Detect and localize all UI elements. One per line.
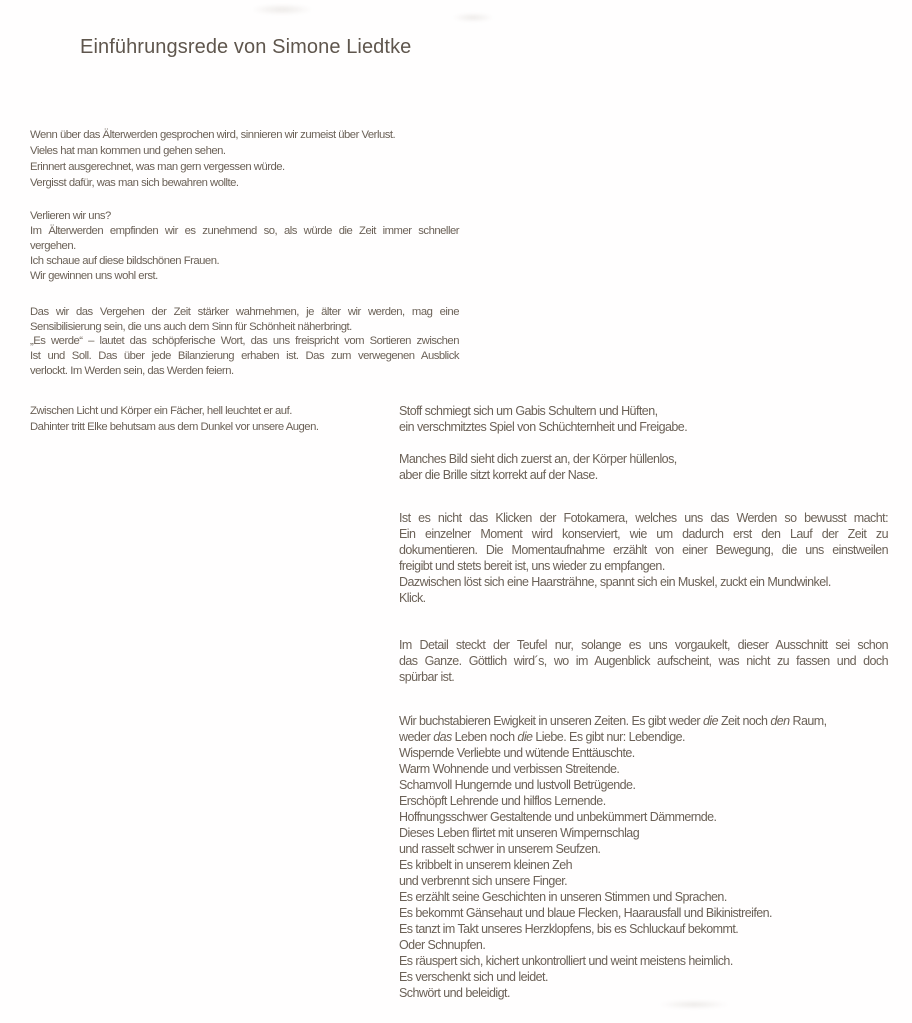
page-title: Einführungsrede von Simone Liedtke [80, 36, 412, 58]
paragraph-block-left-4 [30, 403, 459, 435]
text-line: Dahinter tritt Elke behutsam aus dem Dunkel vor unsere Augen. [30, 421, 319, 433]
text-line: Warm Wohnende und verbissen Streitende. [399, 762, 620, 776]
text-line: Stoff schmiegt sich um Gabis Schultern und Hüften, [399, 404, 658, 418]
text-line: Ein einzelner Moment wird konserviert, wie um dadurch erst den Lauf der Zeit zu [399, 527, 888, 541]
text-segment: weder [399, 730, 434, 744]
paragraph-block-left-3 [30, 305, 459, 379]
text-segment: Wir buchstabieren Ewigkeit in unseren Zeiten. Es gibt weder [399, 714, 703, 728]
text-line: Manches Bild sieht dich zuerst an, der Körper hüllenlos, [399, 452, 677, 466]
text-line: dokumentieren. Die Momentaufnahme erzählt von einer Bewegung, die uns einstweilen [399, 543, 888, 557]
text-line: Zwischen Licht und Körper ein Fächer, hell leuchtet er auf. [30, 405, 292, 417]
text-line: verlockt. Im Werden sein, das Werden feiern. [30, 364, 234, 377]
text-line: und rasselt schwer in unserem Seufzen. [399, 842, 601, 856]
text-line: Wispernde Verliebte und wütende Enttäuschte. [399, 746, 635, 760]
text-line: Dieses Leben flirtet mit unseren Wimpernschlag [399, 826, 640, 840]
text-line: Dazwischen löst sich eine Haarsträhne, spannt sich ein Muskel, zuckt ein Mundwinkel. [399, 575, 831, 589]
text-line: Im Detail steckt der Teufel nur, solange es uns vorgaukelt, dieser Ausschnitt sei schon [399, 638, 888, 652]
text-line: Vergisst dafür, was man sich bewahren wollte. [30, 177, 239, 189]
text-line: und verbrennt sich unsere Finger. [399, 874, 568, 888]
scan-artifact [452, 13, 494, 22]
emphasized-word: den [770, 714, 790, 728]
text-line: Das wir das Vergehen der Zeit stärker wahrnehmen, je älter wir werden, mag eine [30, 306, 459, 318]
text-line: Schwört und beleidigt. [399, 986, 510, 1000]
text-line: Es kribbelt in unserem kleinen Zeh [399, 858, 573, 872]
text-line: ein verschmitztes Spiel von Schüchternheit und Freigabe. [399, 420, 688, 434]
text-line: Ist es nicht das Klicken der Fotokamera, welches uns das Werden so bewusst macht: [399, 511, 888, 525]
text-line: Oder Schnupfen. [399, 938, 486, 952]
text-line: Es bekommt Gänsehaut und blaue Flecken, Haarausfall und Bikinistreifen. [399, 906, 772, 920]
text-line: aber die Brille sitzt korrekt auf der Nase. [399, 468, 598, 482]
blank-line [399, 435, 888, 451]
text-line: „Es werde“ – lautet das schöpferische Wort, das uns freispricht vom Sortieren zwischen [30, 335, 459, 348]
text-line: das Ganze. Göttlich wird´s, wo im Augenblick aufscheint, was nicht zu fassen und doch [399, 654, 888, 668]
text-line: Es räuspert sich, kichert unkontrolliert und weint meistens heimlich. [399, 954, 733, 968]
text-segment: Zeit noch [718, 714, 771, 728]
paragraph-block-left-2 [30, 209, 459, 284]
text-line: Verlieren wir uns? [30, 210, 111, 222]
text-line: Vieles hat man kommen und gehen sehen. [30, 145, 226, 157]
scan-artifact [250, 4, 314, 15]
paragraph-block-right-3 [399, 637, 888, 685]
text-line: Hoffnungsschwer Gestaltende und unbekümmert Dämmernde. [399, 810, 717, 824]
emphasized-word: das [433, 730, 452, 744]
text-line: Ist und Soll. Das über jede Bilanzierung erhaben ist. Das zum verwegenen Ausblick [30, 350, 459, 363]
text-line: Schamvoll Hungernde und lustvoll Betrügende. [399, 778, 636, 792]
emphasized-word: die [517, 730, 533, 744]
paragraph-block-right-1 [399, 403, 888, 483]
text-line [399, 729, 888, 745]
text-line: Es verschenkt sich und leidet. [399, 970, 548, 984]
text-line: Wenn über das Älterwerden gesprochen wird, sinnieren wir zumeist über Verlust. [30, 129, 396, 141]
paragraph-block-right-2 [399, 510, 888, 606]
text-line: Sensibilisierung sein, die uns auch dem Sinn für Schönheit näherbringt. [30, 320, 352, 333]
text-line: freigibt und stets bereit ist, uns wieder zu empfangen. [399, 559, 665, 573]
paragraph-block-right-4 [399, 713, 888, 1001]
paragraph-block-left-1 [30, 127, 459, 191]
text-segment: Raum, [789, 714, 827, 728]
text-line: Klick. [399, 591, 426, 605]
text-line: vergehen. [30, 240, 76, 252]
text-line: Es tanzt im Takt unseres Herzklopfens, bis es Schluckauf bekommt. [399, 922, 739, 936]
text-line: Erschöpft Lehrende und hilflos Lernende. [399, 794, 606, 808]
text-line: Ich schaue auf diese bildschönen Frauen. [30, 255, 220, 267]
text-segment: Leben noch [451, 730, 518, 744]
scan-artifact [658, 1000, 730, 1009]
text-line: Wir gewinnen uns wohl erst. [30, 270, 158, 282]
text-line [399, 713, 888, 729]
text-line: Es erzählt seine Geschichten in unseren Stimmen und Sprachen. [399, 890, 727, 904]
emphasized-word: die [702, 714, 719, 728]
text-line: Erinnert ausgerechnet, was man gern vergessen würde. [30, 161, 285, 173]
text-segment: Liebe. Es gibt nur: Lebendige. [532, 730, 685, 744]
text-line: Im Älterwerden empfinden wir es zunehmend so, als würde die Zeit immer schneller [30, 225, 459, 237]
text-line: spürbar ist. [399, 670, 455, 684]
